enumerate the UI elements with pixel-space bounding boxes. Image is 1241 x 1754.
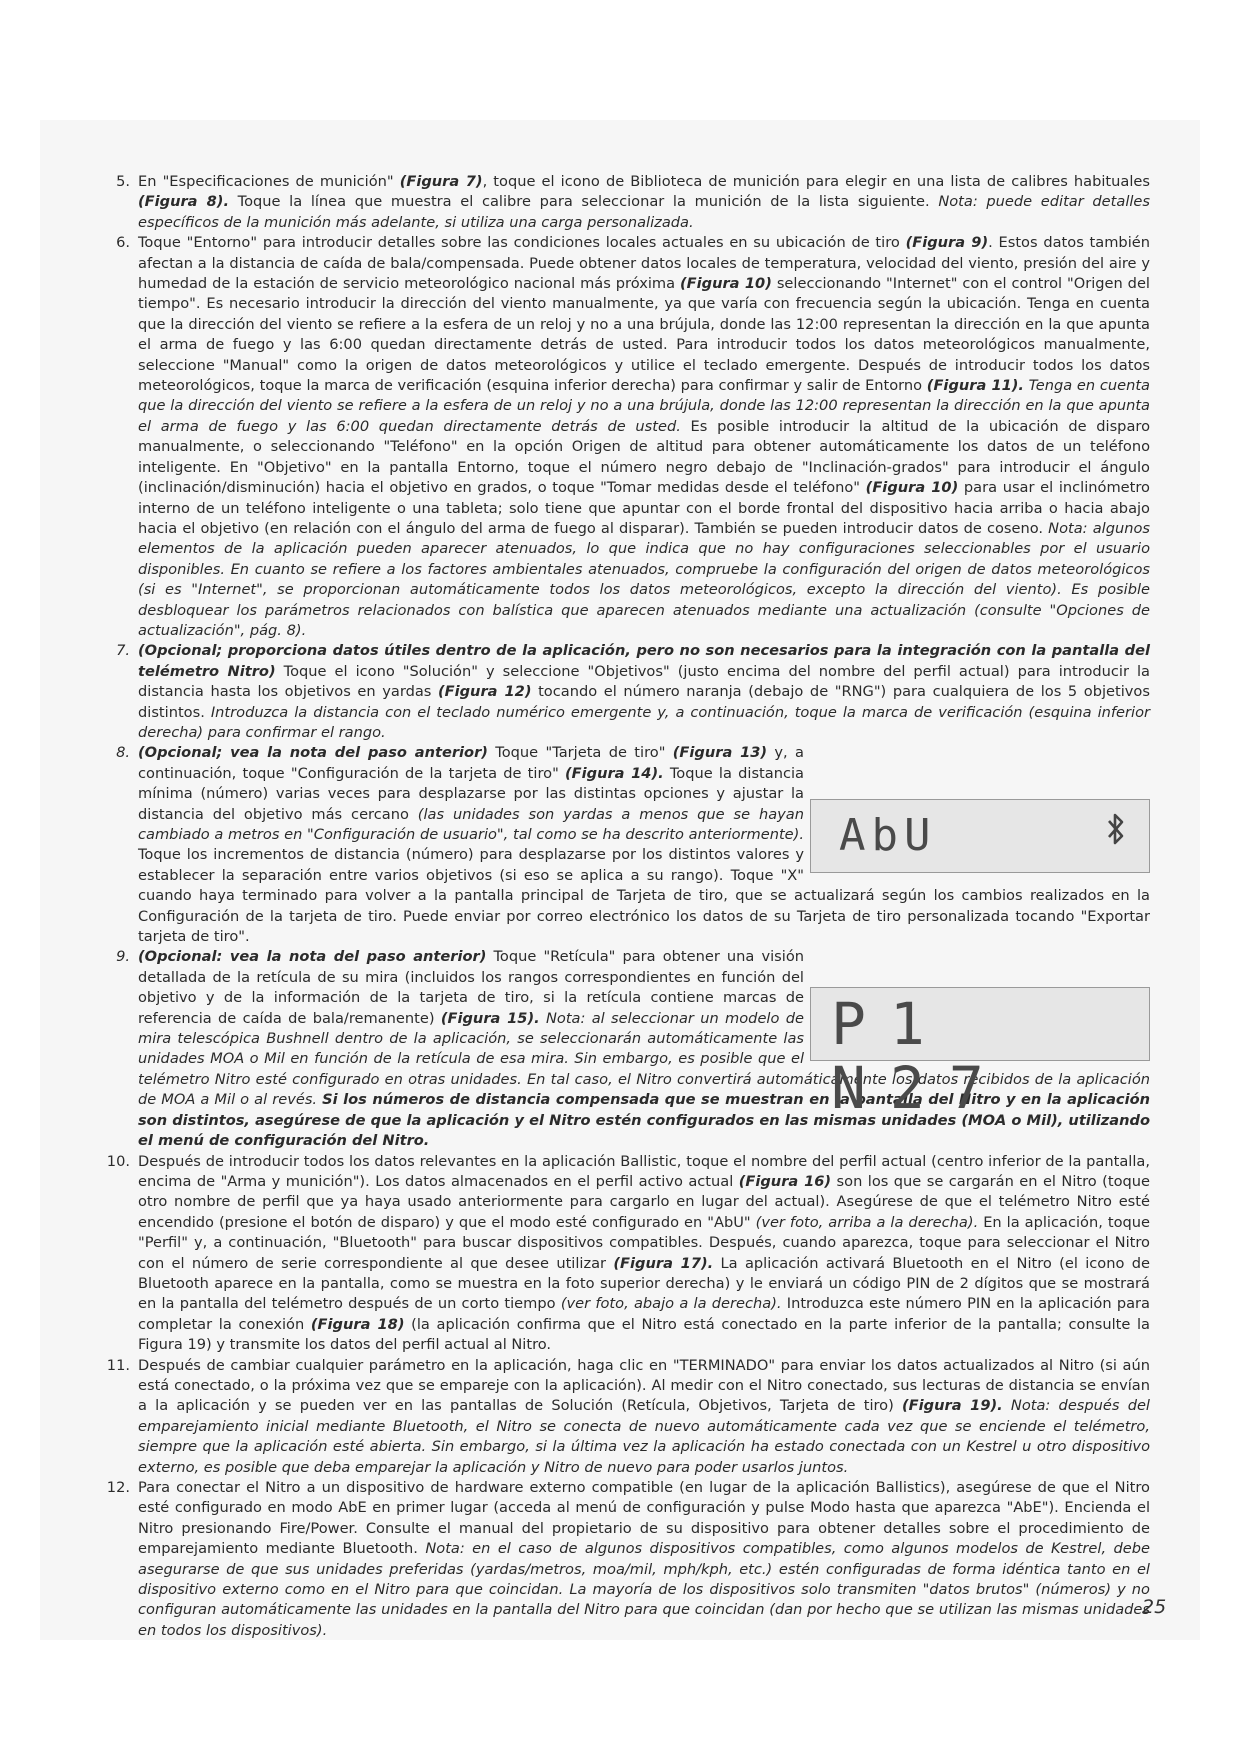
text-run: Introduzca la distancia con el teclado numérico emergente y, a continuación, toque la marca de verificación (esquina inferior derecha) para confirmar el rango. (138, 703, 1150, 741)
text-run: (Figura 10) (680, 275, 772, 293)
text-run: (las unidades son yardas a menos que se hayan cambiado a metros en "Configuración de usuario", tal como se ha descrito anteriormente). (138, 805, 804, 843)
text-run: (Figura 15). (440, 1009, 540, 1027)
item-text (138, 233, 1150, 641)
text-run: Nota: algunos elementos de la aplicación pueden aparecer atenuados, lo que indica que no hay configuraciones seleccionables por el usuario disponibles. En cuanto se refiere a los factores ambientales atenuados, compruebe la configuración del origen de datos meteorológicos (si es "Internet", se proporcionan automáticamente todos los datos meteorológicos, excepto la dirección del viento). Es posible desbloquear los parámetros relacionados con balística que aparecen atenuados mediante una actualización (consulte "Opciones de actualización", pág. 8). (138, 519, 1151, 639)
text-run: (Figura 10) (865, 479, 959, 497)
list-item (98, 172, 1150, 233)
text-run: En la aplicación, toque "Perfil" y, a continuación, "Bluetooth" para buscar dispositivos compatibles. Después, cuando aparezca, toque para seleccionar el Nitro con el número de serie correspondiente al que desee utilizar (138, 1213, 1150, 1272)
text-run: Toque el icono "Solución" y seleccione "Objetivos" (justo encima del nombre del perfil actual) para introducir la distancia hasta los objetivos en yardas (138, 662, 1150, 701)
text-run: (la aplicación confirma que el Nitro está conectado en la parte inferior de la pantalla; consulte la Figura 19) y transmite los datos del perfil actual al Nitro. (138, 1315, 1150, 1354)
text-run: Toque "Tarjeta de tiro" (487, 744, 673, 762)
segment-display-text: P1 N27 (831, 990, 1008, 1123)
text-run: son los que se cargarán en el Nitro (toque otro nombre de perfil que ya haya usado anteriormente para cargarlo en lugar del actual). Asegúrese de que el telémetro Nitro esté encendido (presione el botón de disparo) y que el modo esté configurado en "AbU" (138, 1172, 1150, 1231)
text-run: y, a continuación, toque "Configuración de la tarjeta de tiro" (138, 744, 804, 782)
text-run: (Figura 18) (310, 1315, 405, 1333)
item-text (138, 947, 1150, 1151)
page-number: 25 (1142, 1596, 1167, 1618)
list-item (98, 1478, 1150, 1641)
item-text (138, 743, 1150, 947)
item-text (138, 641, 1150, 743)
text-run: (Figura 14). (564, 764, 664, 782)
list-item (98, 1356, 1150, 1478)
text-run: Tenga en cuenta que la dirección del viento se refiere a la esfera de un reloj y no a una brújula, donde las 12:00 representan la dirección en la que apunta el arma de fuego y las 6:00 quedan directamente detrás de usted. (138, 377, 1150, 435)
item-number: 11. (106, 1356, 130, 1374)
item-text (138, 172, 1150, 233)
text-run: (ver foto, abajo a la derecha). (560, 1295, 782, 1313)
item-number: 5. (116, 173, 130, 190)
text-run: (Figura 13) (672, 744, 768, 762)
text-run: , toque el icono de Biblioteca de munición para elegir en una lista de calibres habituales (482, 173, 1150, 190)
item-number: 9. (116, 948, 130, 966)
text-run: (Figura 19). (902, 1397, 1003, 1415)
text-run: En "Especificaciones de munición" (138, 173, 400, 190)
list-item (98, 743, 1150, 947)
instruction-list (98, 172, 1150, 1641)
text-run: Toque la distancia mínima (número) varias veces para desplazarse por las distintas opciones y ajustar la distancia del objetivo más cercano (138, 764, 804, 823)
rangefinder-pin-photo (810, 987, 1150, 1123)
text-run: La aplicación activará Bluetooth en el Nitro (el icono de Bluetooth aparece en la pantalla, como se muestra en la foto superior derecha) y le enviará un código PIN de 2 dígitos que se mostrará en la pantalla del telémetro después de un corto tiempo (138, 1254, 1150, 1313)
list-item (98, 947, 1150, 1151)
list-item (98, 1152, 1150, 1356)
segment-display-text: AbU (839, 810, 937, 862)
text-run: Después de introducir todos los datos relevantes en la aplicación Ballistic, toque el nombre del perfil actual (centro inferior de la pantalla, encima de "Arma y munición"). Los datos almacenados en el perfil activo actual (138, 1152, 1150, 1190)
item-number: 8. (116, 744, 130, 762)
text-run: Nota: después del emparejamiento inicial mediante Bluetooth, el Nitro se conecta de nuevo automáticamente cada vez que se enciende el telémetro, siempre que la aplicación esté abierta. Sin embargo, si la última vez la aplicación ha estado conectada con un Kestrel u otro dispositivo externo, es posible que deba emparejar la aplicación y Nitro de nuevo para poder usarlos juntos. (138, 1397, 1150, 1476)
text-run: tocando el número naranja (debajo de "RNG") para cualquiera de los 5 objetivos distintos. (138, 683, 1150, 721)
text-run: Toque los incrementos de distancia (número) para desplazarse por los distintos valores y establecer la separación entre varios objetivos (si eso se aplica a su rango). Toque "X" cuando haya terminado para volver a la pantalla principal de Tarjeta de tiro, que se actualizará según los cambios realizados en la Configuración de la tarjeta de tiro. Puede enviar por correo electrónico los datos de su Tarjeta de tiro personalizada tocando "Exportar tarjeta de tiro". (138, 846, 1150, 946)
item-text (138, 1478, 1150, 1641)
text-run: (Figura 9) (905, 234, 989, 252)
item-number: 7. (116, 642, 130, 660)
text-run: (Opcional; proporciona datos útiles dentro de la aplicación, pero no son necesarios para la integración con la pantalla del telémetro Nitro) (138, 642, 1150, 680)
text-run: (Figura 17). (613, 1254, 714, 1272)
text-run: (Opcional: vea la nota del paso anterior) (138, 948, 487, 966)
text-run: (ver foto, arriba a la derecha). (755, 1213, 979, 1231)
list-item (98, 233, 1150, 641)
text-run: Introduzca este número PIN en la aplicación para completar la conexión (138, 1295, 1150, 1333)
text-run: (Opcional; vea la nota del paso anterior) (138, 744, 488, 762)
item-number: 12. (106, 1479, 130, 1496)
text-run: Es posible introducir la altitud de la ubicación de disparo manualmente, o seleccionando "Teléfono" en la opción Origen de altitud para obtener automáticamente los datos de un teléfono inteligente. En "Objetivo" en la pantalla Entorno, toque el número negro debajo de "Inclinación-grados" para introducir el ángulo (inclinación/disminución) hacia el objetivo en grados, o toque "Tomar medidas desde el teléfono" (138, 417, 1150, 497)
text-run: Si los números de distancia compensada que se muestran en la pantalla del Nitro y en la aplicación son distintos, asegúrese de que la aplicación y el Nitro estén configurados en las mismas unidades (MOA o Mil), utilizando el menú de configuración del Nitro. (138, 1091, 1150, 1150)
text-run: (Figura 12) (437, 683, 532, 701)
text-run: Nota: puede editar detalles específicos de la munición más adelante, si utiliza una carga personalizada. (138, 193, 1151, 231)
text-run: (Figura 8). (138, 193, 229, 211)
text-run: (Figura 11). (926, 377, 1024, 395)
item-number: 6. (116, 234, 130, 252)
text-run: Para conectar el Nitro a un dispositivo de hardware externo compatible (en lugar de la aplicación Ballistics), asegúrese de que el Nitro esté configurado en modo AbE en primer lugar (acceda al menú de configuración y pulse Modo hasta que aparezca "AbE"). Encienda el Nitro presionando Fire/Power. Consulte el manual del propietario de su dispositivo para obtener detalles sobre el procedimiento de emparejamiento mediante Bluetooth. (138, 1479, 1150, 1558)
item-text (138, 1152, 1150, 1356)
text-run: Toque "Entorno" para introducir detalles sobre las condiciones locales actuales en su ubicación de tiro (138, 234, 906, 252)
text-run: Nota: al seleccionar un modelo de mira telescópica Bushnell dentro de la aplicación, se seleccionarán automáticamente las unidades MOA o Mil en función de la retícula de esa mira. Sin embargo, es posible que el telémetro Nitro esté configurado en otras unidades. En tal caso, el Nitro convertirá automáticamente los datos recibidos de la aplicación de MOA a Mil o al revés. (138, 1009, 1150, 1109)
text-run: Nota: en el caso de algunos dispositivos compatibles, como algunos modelos de Kestrel, debe asegurarse de que sus unidades preferidas (yardas/metros, moa/mil, mph/kph, etc.) estén configuradas de forma idéntica tanto en el dispositivo externo como en el Nitro para que coincidan. La mayoría de los dispositivos solo transmiten "datos brutos" (números) y no configuran automáticamente las unidades en la pantalla del Nitro para que coincidan (dan por hecho que se utilizan las mismas unidades en todos los dispositivos). (138, 1540, 1150, 1639)
list-item (98, 641, 1150, 743)
item-number: 10. (106, 1152, 130, 1170)
rangefinder-abu-photo (810, 799, 1150, 873)
item-text (138, 1356, 1150, 1478)
text-run: Toque la línea que muestra el calibre para seleccionar la munición de la lista siguiente. (229, 193, 939, 211)
text-run: seleccionando "Internet" con el control "Origen del tiempo". Es necesario introducir la dirección del viento manualmente, ya que varía con frecuencia según la ubicación. Tenga en cuenta que la dirección del viento se refiere a la esfera de un reloj y no a una brújula, donde las 12:00 representan la dirección en la que apunta el arma de fuego y las 6:00 quedan directamente detrás de usted. Para introducir todos los datos meteorológicos manualmente, seleccione "Manual" como la origen de datos meteorológicos y utilice el teclado emergente. Después de introducir todos los datos meteorológicos, toque la marca de verificación (esquina inferior derecha) para confirmar y salir de Entorno (138, 275, 1150, 395)
text-run: . Estos datos también afectan a la distancia de caída de bala/compensada. Puede obtener datos locales de temperatura, velocidad del viento, presión del aire y humedad de la estación de servicio meteorológico nacional más próxima (138, 234, 1150, 293)
text-run: para usar el inclinómetro interno de un teléfono inteligente o una tableta; solo tiene que apuntar con el borde frontal del dispositivo hacia arriba o hacia abajo hacia el objetivo (en relación con el ángulo del arma de fuego al disparar). También se pueden introducir datos de coseno. (138, 479, 1150, 537)
text-run: (Figura 16) (738, 1172, 832, 1190)
text-run: Después de cambiar cualquier parámetro en la aplicación, haga clic en "TERMINADO" para enviar los datos actualizados al Nitro (si aún está conectado, o la próxima vez que se empareje con la aplicación). Al medir con el Nitro conectado, sus lecturas de distancia se envían a la aplicación y se pueden ver en las pantallas de Solución (Retícula, Objetivos, Tarjeta de tiro) (138, 1356, 1150, 1415)
bluetooth-icon (1105, 812, 1127, 846)
text-run: (Figura 7) (399, 173, 483, 190)
text-run: Toque "Retícula" para obtener una visión detallada de la retícula de su mira (incluidos los rangos correspondientes en función del objetivo y de la información de la tarjeta de tiro, si la retícula contiene marcas de referencia de caída de bala/remanente) (138, 948, 804, 1027)
